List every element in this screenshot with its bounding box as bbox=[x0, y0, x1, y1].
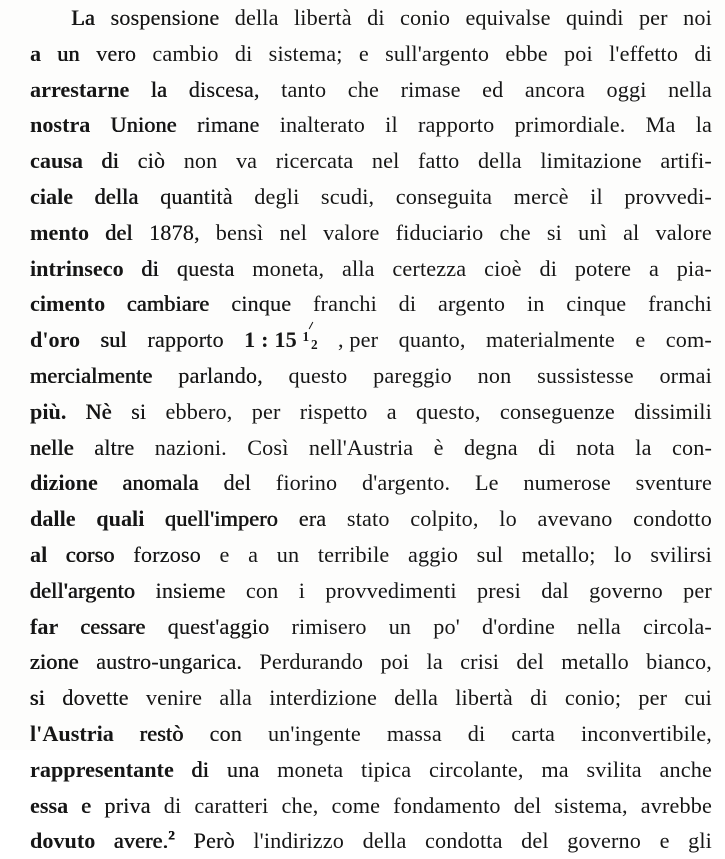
word: corso bbox=[65, 541, 115, 567]
word: di bbox=[538, 434, 556, 460]
word: fiduciario bbox=[395, 219, 484, 245]
text-line bbox=[30, 501, 712, 537]
word: interdizione bbox=[269, 685, 377, 711]
word: Unione bbox=[110, 112, 177, 138]
word: far bbox=[30, 613, 59, 639]
word: alla bbox=[341, 255, 375, 281]
text-line bbox=[30, 322, 712, 358]
word: conseguita bbox=[395, 183, 493, 209]
word: governo bbox=[567, 828, 642, 854]
text-line bbox=[30, 537, 712, 573]
word: che bbox=[347, 76, 380, 102]
word: della bbox=[394, 685, 439, 711]
word: governo bbox=[589, 577, 663, 603]
word: bensì bbox=[215, 219, 264, 245]
word: conseguenze bbox=[499, 398, 615, 424]
word: cimento bbox=[30, 291, 106, 317]
word: dovette bbox=[62, 685, 129, 711]
word: causa bbox=[30, 148, 84, 174]
word: di bbox=[101, 148, 120, 174]
word: un bbox=[388, 613, 412, 639]
text-line bbox=[30, 680, 712, 716]
word: ed bbox=[482, 76, 504, 102]
word: nella bbox=[577, 613, 621, 639]
word: del bbox=[105, 219, 133, 245]
word: massa bbox=[386, 720, 442, 746]
word: questo bbox=[288, 362, 348, 388]
word: un bbox=[57, 40, 80, 66]
word: l'effetto bbox=[609, 40, 679, 66]
word: si bbox=[546, 219, 562, 245]
word: , per bbox=[337, 327, 379, 353]
word: va bbox=[235, 148, 258, 174]
word: rapporto bbox=[147, 327, 224, 353]
word: La bbox=[71, 5, 96, 30]
word: il bbox=[590, 183, 603, 209]
word: della bbox=[362, 828, 407, 854]
word: avrebbe bbox=[640, 792, 712, 818]
word: per bbox=[638, 685, 668, 711]
word: pia- bbox=[676, 255, 712, 281]
word: per bbox=[683, 577, 712, 603]
word: stato bbox=[346, 506, 390, 532]
word: sventure bbox=[635, 470, 712, 496]
word: condotto bbox=[633, 506, 712, 532]
word: quantità bbox=[160, 183, 233, 209]
word: fatto bbox=[418, 148, 460, 174]
body-text-block bbox=[30, 0, 712, 859]
word: ciale bbox=[30, 183, 74, 209]
word: della bbox=[477, 148, 522, 174]
word: di bbox=[530, 685, 548, 711]
word: di bbox=[467, 720, 486, 746]
word: del bbox=[521, 828, 549, 854]
word: provvedi- bbox=[624, 183, 712, 209]
word: cessare bbox=[80, 613, 146, 639]
word: sul bbox=[476, 541, 504, 567]
word: rimisero bbox=[291, 613, 367, 639]
word: 1878, bbox=[148, 219, 200, 245]
word: a bbox=[648, 255, 659, 281]
word: Perdurando bbox=[259, 649, 364, 675]
word: di bbox=[694, 40, 712, 66]
word: lo bbox=[499, 506, 517, 532]
word: nel bbox=[371, 148, 400, 174]
word: terribile bbox=[317, 541, 390, 567]
word: svilirsi bbox=[650, 541, 712, 567]
word: mento bbox=[30, 219, 90, 245]
word: che bbox=[499, 219, 531, 245]
word: anche bbox=[659, 756, 712, 782]
text-line bbox=[30, 107, 712, 143]
word: sistema, bbox=[554, 792, 628, 818]
word: dovuto bbox=[30, 828, 96, 854]
word-with-footnote-marker: avere.$^2$ bbox=[113, 828, 175, 854]
word: discesa, bbox=[188, 76, 260, 102]
word: degna bbox=[464, 434, 518, 460]
word: nelle bbox=[30, 434, 74, 460]
text-line bbox=[30, 358, 712, 394]
word: caratteri bbox=[194, 792, 269, 818]
word: cambiare bbox=[126, 291, 210, 317]
word: questo, bbox=[416, 398, 481, 424]
word: nell'Austria bbox=[308, 434, 414, 460]
word: per bbox=[638, 5, 668, 30]
word: con- bbox=[671, 434, 712, 460]
word: primordiale. bbox=[514, 112, 626, 138]
word: provvedimenti bbox=[325, 577, 457, 603]
word: con bbox=[245, 577, 279, 603]
word: del bbox=[513, 792, 542, 818]
word: il bbox=[385, 112, 398, 138]
word: e bbox=[81, 792, 92, 818]
word: presi bbox=[477, 577, 521, 603]
word: poi bbox=[564, 40, 593, 66]
word: i bbox=[298, 577, 306, 603]
word: nel bbox=[279, 219, 308, 245]
text-line bbox=[30, 788, 712, 824]
word: dissimili bbox=[634, 398, 712, 424]
word: la bbox=[695, 112, 712, 138]
word: e bbox=[659, 828, 670, 854]
word: cioè bbox=[484, 255, 522, 281]
word: sistema; bbox=[268, 40, 343, 66]
word: un'ingente bbox=[267, 720, 361, 746]
word: numerose bbox=[523, 470, 611, 496]
word: è bbox=[433, 434, 444, 460]
word: quest'aggio bbox=[167, 613, 270, 639]
word: della bbox=[94, 183, 139, 209]
word: valore bbox=[655, 219, 712, 245]
word: cui bbox=[684, 685, 712, 711]
word: un bbox=[276, 541, 300, 567]
word: oggi bbox=[606, 76, 647, 102]
word: quali bbox=[96, 506, 145, 532]
word: di bbox=[398, 291, 417, 317]
word: la bbox=[635, 434, 652, 460]
word: l'indirizzo bbox=[253, 828, 345, 854]
word: che, bbox=[281, 792, 319, 818]
word: sospensione bbox=[110, 5, 220, 30]
word: metallo; bbox=[521, 541, 596, 567]
word: dell'argento bbox=[30, 577, 136, 603]
word: ebbero, bbox=[165, 398, 233, 424]
word: la bbox=[150, 76, 168, 102]
word: rapporto bbox=[418, 112, 495, 138]
word: di bbox=[141, 255, 160, 281]
word: fiorino bbox=[275, 470, 338, 496]
word: noi bbox=[683, 5, 712, 30]
word: tipica bbox=[361, 756, 412, 782]
fraction-one-half: 1 2 bbox=[303, 325, 318, 347]
word: essa bbox=[30, 792, 69, 818]
word: in bbox=[526, 291, 545, 317]
word: Però bbox=[193, 828, 235, 854]
word: franchi bbox=[313, 291, 377, 317]
word: colpito, bbox=[410, 506, 479, 532]
word: e bbox=[358, 40, 369, 66]
word: poi bbox=[380, 649, 410, 675]
word: priva bbox=[104, 792, 151, 818]
text-line bbox=[30, 179, 712, 215]
text-line bbox=[30, 430, 712, 466]
word: insieme bbox=[155, 577, 226, 603]
word: Le bbox=[474, 470, 499, 496]
word: dizione bbox=[30, 470, 98, 496]
word: ancora bbox=[524, 76, 585, 102]
word: artifi- bbox=[660, 148, 712, 174]
word: svilita bbox=[586, 756, 642, 782]
word: com- bbox=[665, 327, 712, 353]
word: al bbox=[623, 219, 640, 245]
word: conio; bbox=[564, 685, 622, 711]
text-line bbox=[30, 72, 712, 108]
word: moneta bbox=[277, 756, 344, 782]
text-line bbox=[30, 609, 712, 645]
text-line bbox=[30, 394, 712, 430]
word: si bbox=[131, 398, 147, 424]
word: equivalse bbox=[465, 5, 551, 30]
word: del bbox=[516, 649, 544, 675]
text-line bbox=[30, 215, 712, 251]
word: restò bbox=[139, 720, 184, 746]
word: della bbox=[234, 5, 279, 30]
word: sull'argento bbox=[385, 40, 490, 66]
word: certezza bbox=[392, 255, 467, 281]
word: venire bbox=[145, 685, 203, 711]
word: rimase bbox=[400, 76, 461, 102]
ratio-expression: 1 : 15 1 2 bbox=[244, 322, 317, 358]
word: Ma bbox=[645, 112, 676, 138]
word: quell'impero bbox=[165, 506, 279, 532]
word: ormai bbox=[659, 362, 712, 388]
paragraph-indent bbox=[30, 0, 56, 36]
text-line bbox=[30, 644, 712, 680]
word: sul bbox=[100, 327, 127, 353]
word: dal bbox=[541, 577, 569, 603]
word: al bbox=[30, 541, 48, 567]
word: materialmente bbox=[486, 327, 615, 353]
word: altre bbox=[94, 434, 135, 460]
word: forzoso bbox=[133, 541, 201, 567]
word: intrinseco bbox=[30, 255, 124, 281]
word: quindi bbox=[565, 5, 624, 30]
word: ma bbox=[541, 756, 569, 782]
word: bianco, bbox=[646, 649, 712, 675]
word: gli bbox=[688, 828, 712, 854]
word: e bbox=[635, 327, 646, 353]
word: limitazione bbox=[540, 148, 642, 174]
word: quanto, bbox=[398, 327, 466, 353]
word: come bbox=[331, 792, 381, 818]
word: parlando, bbox=[178, 362, 263, 388]
word: carta bbox=[511, 720, 556, 746]
word: sussistesse bbox=[537, 362, 634, 388]
text-line bbox=[30, 573, 712, 609]
word: cinque bbox=[231, 291, 292, 317]
word: Così bbox=[247, 434, 289, 460]
word: avevano bbox=[537, 506, 613, 532]
word: a bbox=[248, 541, 259, 567]
word: scudi, bbox=[320, 183, 375, 209]
word: cambio bbox=[152, 40, 219, 66]
word: inalterato bbox=[279, 112, 365, 138]
word: ciò bbox=[137, 148, 166, 174]
word: vero bbox=[96, 40, 137, 66]
word: inconvertibile, bbox=[580, 720, 712, 746]
word: mercialmente bbox=[30, 362, 153, 388]
word: tanto bbox=[281, 76, 327, 102]
word: ricercata bbox=[275, 148, 354, 174]
word: questa bbox=[176, 255, 235, 281]
word: libertà bbox=[293, 5, 352, 30]
word: pareggio bbox=[373, 362, 452, 388]
word: zione bbox=[30, 649, 79, 675]
word: circolante, bbox=[428, 756, 524, 782]
word: anomala bbox=[122, 470, 199, 496]
word: del bbox=[223, 470, 252, 496]
footnote-marker[interactable]: 2 bbox=[168, 828, 175, 843]
text-line bbox=[30, 716, 712, 752]
word: lo bbox=[614, 541, 632, 567]
text-line bbox=[30, 752, 712, 788]
word: rispetto bbox=[299, 398, 368, 424]
word: arrestarne bbox=[30, 76, 130, 102]
word: franchi bbox=[648, 291, 712, 317]
word: valore bbox=[323, 219, 380, 245]
word: Nè bbox=[85, 398, 112, 424]
word: mercè bbox=[513, 183, 569, 209]
word: moneta, bbox=[252, 255, 325, 281]
word: nota bbox=[576, 434, 615, 460]
word: fondamento bbox=[393, 792, 501, 818]
text-line bbox=[30, 0, 712, 36]
text-line bbox=[30, 823, 712, 859]
word: nostra bbox=[30, 112, 91, 138]
word: condotta bbox=[425, 828, 503, 854]
word: di bbox=[163, 792, 182, 818]
word: crisi bbox=[460, 649, 500, 675]
word: si bbox=[30, 685, 46, 711]
text-line bbox=[30, 143, 712, 179]
word: nazioni. bbox=[154, 434, 227, 460]
word: per bbox=[251, 398, 281, 424]
word: d'argento. bbox=[361, 470, 451, 496]
word: nella bbox=[668, 76, 712, 102]
word: austro-ungarica. bbox=[96, 649, 243, 675]
word: potere bbox=[574, 255, 632, 281]
word: alla bbox=[219, 685, 252, 711]
word: d'oro bbox=[30, 327, 81, 353]
word: una bbox=[226, 756, 260, 782]
word: e bbox=[219, 541, 230, 567]
word: d'ordine bbox=[481, 613, 555, 639]
word: argento bbox=[437, 291, 506, 317]
word: la bbox=[426, 649, 443, 675]
word: più. bbox=[30, 398, 67, 424]
word: a bbox=[30, 40, 42, 66]
text-line bbox=[30, 465, 712, 501]
word: aggio bbox=[408, 541, 459, 567]
word: di bbox=[367, 5, 385, 30]
word: con bbox=[209, 720, 243, 746]
word: cinque bbox=[566, 291, 627, 317]
word: a bbox=[386, 398, 397, 424]
word: era bbox=[298, 506, 327, 532]
word: libertà bbox=[455, 685, 513, 711]
word: di bbox=[191, 756, 210, 782]
word: rimane bbox=[197, 112, 260, 138]
word: non bbox=[477, 362, 512, 388]
word: rappresentante bbox=[30, 756, 174, 782]
word: degli bbox=[254, 183, 300, 209]
word: unì bbox=[578, 219, 607, 245]
word: di bbox=[234, 40, 253, 66]
word: di bbox=[539, 255, 558, 281]
word: dalle bbox=[30, 506, 76, 532]
word: l'Austria bbox=[30, 720, 114, 746]
word: ebbe bbox=[505, 40, 548, 66]
word: conio bbox=[400, 5, 451, 30]
word: non bbox=[183, 148, 218, 174]
word: circola- bbox=[643, 613, 712, 639]
word: po' bbox=[433, 613, 460, 639]
word: metallo bbox=[561, 649, 629, 675]
text-line bbox=[30, 251, 712, 287]
text-line bbox=[30, 36, 712, 72]
text-line bbox=[30, 286, 712, 322]
